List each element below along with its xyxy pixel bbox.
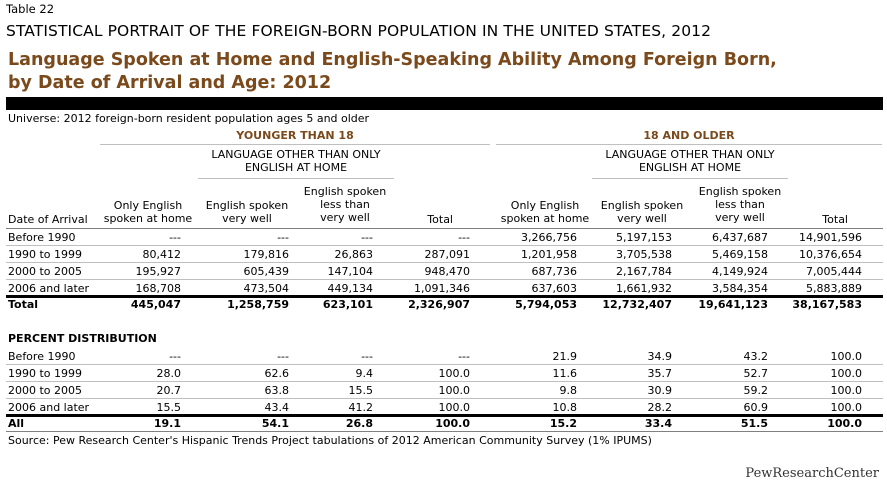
total-row-cell: 1,258,759 — [227, 298, 289, 311]
total-row-cell: 623,101 — [322, 298, 373, 311]
table-row-cell: 10.8 — [552, 401, 577, 414]
row-rule — [6, 364, 883, 365]
total-row-cell: 12,732,407 — [602, 298, 672, 311]
only-english-line-1: Only English — [510, 199, 580, 212]
page-title — [8, 49, 777, 95]
table-row-cell: 34.9 — [647, 350, 672, 363]
lang-other-line-1: LANGUAGE OTHER THAN ONLY — [605, 148, 775, 161]
table-row-cell: 1,091,346 — [414, 282, 470, 295]
table-row-cell: 35.7 — [647, 367, 672, 380]
lang-other-line-1: LANGUAGE OTHER THAN ONLY — [211, 148, 381, 161]
table-row-cell: 1,201,958 — [521, 248, 577, 261]
pew-logo: PewResearchCenter — [745, 466, 879, 481]
table-row-cell: --- — [169, 231, 181, 244]
lang-other-header-younger — [198, 148, 394, 174]
table-row-cell: 948,470 — [424, 265, 470, 278]
total-row-cell: 51.5 — [740, 417, 768, 430]
column-header-less-than-very-well — [296, 185, 394, 224]
table-row-cell: 100.0 — [830, 350, 862, 363]
total-row-cell: 19,641,123 — [698, 298, 768, 311]
group-younger-header: YOUNGER THAN 18 — [236, 129, 354, 142]
table-row-cell: --- — [169, 350, 181, 363]
column-header-only-english — [496, 199, 594, 225]
table-row-cell: 21.9 — [552, 350, 577, 363]
total-row-cell: 19.1 — [153, 417, 181, 430]
lang-other-line-2: ENGLISH AT HOME — [638, 161, 742, 174]
table-row-cell: 43.2 — [743, 350, 768, 363]
column-header-very-well — [198, 199, 296, 225]
table-row-cell: 80,412 — [142, 248, 181, 261]
table-row-cell: 100.0 — [830, 384, 862, 397]
title-line-2: by Date of Arrival and Age: 2012 — [8, 73, 332, 93]
total-row-cell: 100.0 — [827, 417, 862, 430]
table-row-cell: --- — [277, 231, 289, 244]
only-english-line-2: spoken at home — [500, 212, 590, 225]
table-row-cell: 10,376,654 — [799, 248, 862, 261]
table-row-cell: 1,661,932 — [616, 282, 672, 295]
table-row-cell: 100.0 — [438, 384, 470, 397]
table-row-cell: 30.9 — [647, 384, 672, 397]
total-row-cell: 33.4 — [644, 417, 672, 430]
less-line-2: less than — [320, 198, 370, 211]
table-row-cell: 3,705,538 — [616, 248, 672, 261]
universe-note: Universe: 2012 foreign-born resident population ages 5 and older — [8, 112, 370, 125]
column-header-only-english — [100, 199, 196, 225]
table-row-cell: 5,469,158 — [712, 248, 768, 261]
total-row-label: Total — [8, 298, 39, 311]
table-row-cell: 28.0 — [156, 367, 181, 380]
table-row-cell: 63.8 — [264, 384, 289, 397]
row-rule — [6, 262, 883, 263]
less-line-3: very well — [715, 211, 765, 224]
lang-other-line-2: ENGLISH AT HOME — [244, 161, 348, 174]
table-row-label: Before 1990 — [8, 231, 76, 244]
table-row-cell: 11.6 — [552, 367, 577, 380]
group-younger-rule — [100, 144, 490, 145]
table-row-cell: --- — [361, 350, 373, 363]
table-row-cell: 14,901,596 — [799, 231, 862, 244]
table-row-cell: 287,091 — [424, 248, 470, 261]
total-row-cell: 38,167,583 — [792, 298, 862, 311]
total-row-label: All — [8, 417, 25, 430]
table-row-cell: 2,167,784 — [616, 265, 672, 278]
table-row-cell: 449,134 — [327, 282, 373, 295]
column-header-date: Date of Arrival — [8, 213, 88, 226]
group-older-header: 18 AND OLDER — [643, 129, 735, 142]
source-rule — [6, 431, 883, 432]
row-rule — [6, 381, 883, 382]
group-older-rule — [496, 144, 882, 145]
table-row-cell: 52.7 — [743, 367, 768, 380]
lang-other-rule-older — [592, 178, 788, 179]
table-row-cell: 605,439 — [243, 265, 289, 278]
less-line-1: English spoken — [698, 185, 782, 198]
very-well-line-1: English spoken — [600, 199, 684, 212]
table-number: Table 22 — [6, 2, 55, 16]
table-row-cell: 5,883,889 — [806, 282, 862, 295]
table-row-label: 2006 and later — [8, 282, 90, 295]
lang-other-header-older — [592, 148, 788, 174]
total-row-cell: 2,326,907 — [408, 298, 470, 311]
table-row-cell: 20.7 — [156, 384, 181, 397]
table-row-label: 2000 to 2005 — [8, 265, 83, 278]
only-english-line-2: spoken at home — [103, 212, 193, 225]
header-rule — [6, 228, 883, 229]
table-row-cell: 195,927 — [135, 265, 181, 278]
table-row-cell: --- — [361, 231, 373, 244]
column-header-less-than-very-well — [690, 185, 790, 224]
table-row-cell: 3,584,354 — [712, 282, 768, 295]
table-row-cell: 7,005,444 — [806, 265, 862, 278]
table-row-label: 1990 to 1999 — [8, 367, 83, 380]
less-line-3: very well — [320, 211, 370, 224]
very-well-line-2: very well — [617, 212, 667, 225]
table-row-cell: 179,816 — [243, 248, 289, 261]
total-row-cell: 15.2 — [549, 417, 577, 430]
table-row-label: 2006 and later — [8, 401, 90, 414]
table-row-cell: 9.4 — [355, 367, 373, 380]
table-row-cell: 3,266,756 — [521, 231, 577, 244]
table-row-cell: 147,104 — [327, 265, 373, 278]
total-row-cell: 54.1 — [261, 417, 289, 430]
very-well-line-2: very well — [222, 212, 272, 225]
table-row-cell: 473,504 — [243, 282, 289, 295]
column-header-total: Total — [427, 213, 453, 226]
total-row-cell: 100.0 — [435, 417, 470, 430]
table-row-cell: 43.4 — [264, 401, 289, 414]
table-row-cell: 41.2 — [348, 401, 373, 414]
table-row-cell: 15.5 — [348, 384, 373, 397]
table-row-label: Before 1990 — [8, 350, 76, 363]
row-rule — [6, 398, 883, 399]
table-row-cell: 100.0 — [830, 401, 862, 414]
title-line-1: Language Spoken at Home and English-Speaking Ability Among Foreign Born, — [8, 50, 777, 70]
less-line-1: English spoken — [303, 185, 387, 198]
table-row-cell: 15.5 — [156, 401, 181, 414]
lang-other-rule-younger — [198, 178, 394, 179]
source-note: Source: Pew Research Center's Hispanic Trends Project tabulations of 2012 American Community Survey (1% IPUMS) — [8, 434, 652, 447]
very-well-line-1: English spoken — [205, 199, 289, 212]
table-row-label: 1990 to 1999 — [8, 248, 83, 261]
column-header-total: Total — [822, 213, 848, 226]
percent-heading: PERCENT DISTRIBUTION — [8, 332, 157, 345]
title-rule — [6, 97, 883, 110]
table-row-cell: 9.8 — [559, 384, 577, 397]
table-row-cell: 100.0 — [438, 367, 470, 380]
table-row-cell: 168,708 — [135, 282, 181, 295]
table-row-cell: 26,863 — [334, 248, 373, 261]
total-row-cell: 5,794,053 — [515, 298, 577, 311]
table-row-cell: 62.6 — [264, 367, 289, 380]
table-row-cell: 28.2 — [647, 401, 672, 414]
only-english-line-1: Only English — [113, 199, 183, 212]
total-row-cell: 26.8 — [345, 417, 373, 430]
row-rule — [6, 245, 883, 246]
table-row-cell: 637,603 — [531, 282, 577, 295]
table-row-cell: 687,736 — [531, 265, 577, 278]
table-row-cell: --- — [277, 350, 289, 363]
supertitle: STATISTICAL PORTRAIT OF THE FOREIGN-BORN POPULATION IN THE UNITED STATES, 2012 — [6, 22, 712, 40]
less-line-2: less than — [715, 198, 765, 211]
table-row-cell: 60.9 — [743, 401, 768, 414]
table-row-cell: 6,437,687 — [712, 231, 768, 244]
table-row-cell: 5,197,153 — [616, 231, 672, 244]
table-row-cell: 100.0 — [438, 401, 470, 414]
table-row-cell: 4,149,924 — [712, 265, 768, 278]
table-row-cell: 100.0 — [830, 367, 862, 380]
row-rule — [6, 279, 883, 280]
table-row-cell: --- — [458, 350, 470, 363]
table-row-label: 2000 to 2005 — [8, 384, 83, 397]
total-row-cell: 445,047 — [130, 298, 181, 311]
table-row-cell: 59.2 — [743, 384, 768, 397]
column-header-very-well — [592, 199, 692, 225]
table-row-cell: --- — [458, 231, 470, 244]
